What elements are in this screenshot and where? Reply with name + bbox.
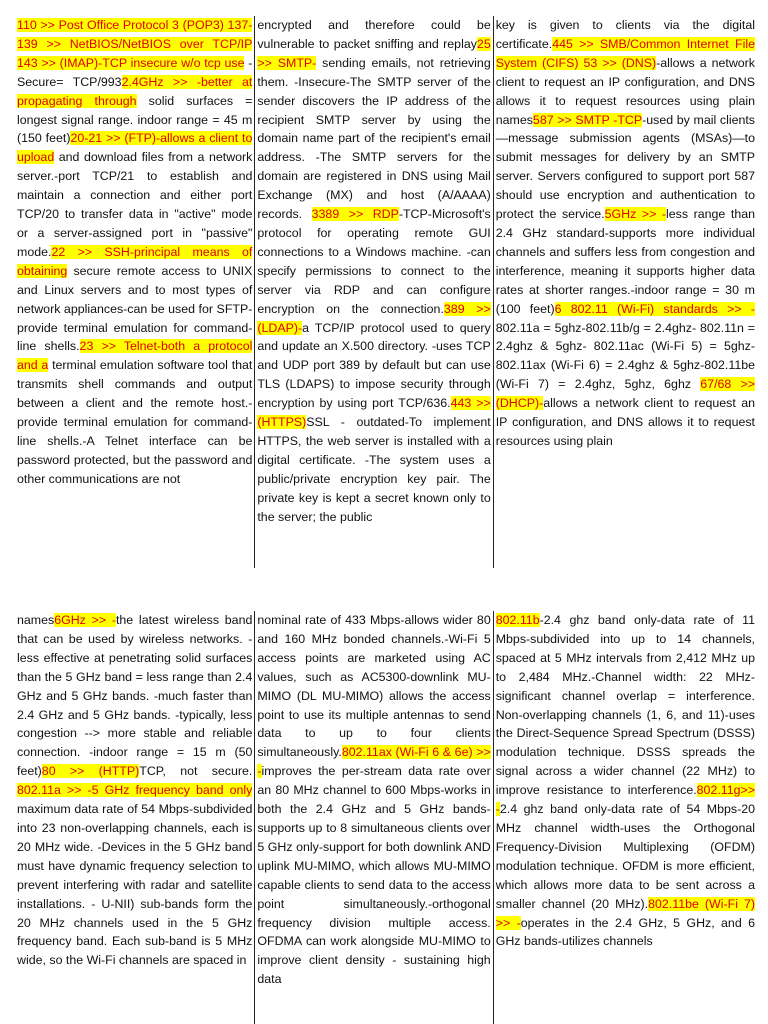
body-text: solid surfaces = longest signal range. indoor range = 45 m (150 feet): [17, 93, 253, 146]
text-column: [255, 611, 492, 1024]
body-text: terminal emulation software tool that transmits shell commands and output between a client and the remote host.-provide terminal emulation for command-line shells.-A Telnet interface can be password protected, but the password and other communications are not: [17, 358, 253, 486]
highlighted-term: 2.4GHz >> -better at propagating through: [17, 74, 253, 108]
highlighted-term: 3389 >> RDP: [311, 207, 399, 222]
highlighted-term: 67/68 >> (DHCP)-: [495, 377, 755, 411]
text-column: [17, 16, 254, 568]
body-text: nominal rate of 433 Mbps-allows wider 80 and 160 MHz bonded channels.-Wi-Fi 5 access points are marketed using AC values, such as AC5300-downlink MU-MIMO (DL MU-MIMO) allows the access point to use its multiple antennas to send data to up to four clients simultaneously.: [257, 613, 491, 760]
highlighted-term: 110 >> Post Office Protocol 3 (POP3) 137-139 >> NetBIOS/NetBIOS over TCP/IP 143 >> (IMAP)-TCP insecure w/o tcp use: [17, 18, 253, 70]
body-text: -used by mail clients—message submission agents (MSAs)—to submit messages for delivery by an SMTP server. Servers configured to support port 587 should use encryption and authentication to protect the service.: [495, 112, 755, 222]
highlighted-term: 587 >> SMTP -TCP: [532, 112, 643, 127]
text-column: [494, 16, 755, 568]
body-text: sending emails, not retrieving them. -Insecure-The SMTP server of the sender discovers the IP address of the recipient SMTP server by using the domain name part of the recipient's email address. -The SMTP servers for the domain are registered in DNS using Mail Exchange (MX) and host (A/AAAA) records.: [257, 55, 491, 222]
body-text: TCP, not secure.: [139, 764, 253, 779]
highlighted-term: 20-21 >> (FTP)-allows a client to upload: [17, 131, 253, 165]
highlighted-term: 22 >> SSH-principal means of obtaining: [17, 244, 253, 278]
body-text: key is given to clients via the digital certificate.: [495, 18, 755, 51]
body-text: SSL - outdated-To implement HTTPS, the web server is installed with a digital certificate. -The system uses a public/private encryption key pair. The private key is kept a secret known only to the server; the public: [257, 415, 491, 524]
body-text: -2.4 ghz band only-data rate of 11 Mbps-subdivided into up to 14 channels, spaced at 5 MHz intervals from 2,412 MHz up to 2,484 MHz.-Channel width: 22 MHz-significant channel overlap = interference. Non-overlapping channels (1, 6, and 11)-uses the Direct-Sequence Spread Spectrum (DSSS) modulation technique. DSSS spreads the signal across a wider channel (22 MHz) to improve resistance to interference.: [495, 613, 755, 798]
body-text: a TCP/IP protocol used to query and update an X.500 directory. -uses TCP and UDP port 389 by default but can use TLS (LDAPS) to impose security through encryption by using port TCP/636.: [257, 320, 491, 411]
body-text: -Secure= TCP/993: [17, 55, 253, 89]
body-text: -allows a network client to request an IP configuration, and DNS allows it to request resources using plain names: [495, 55, 755, 127]
text-column: [17, 611, 254, 1024]
body-text: operates in the 2.4 GHz, 5 GHz, and 6 GHz bands-utilizes channels: [495, 915, 755, 949]
body-text: allows a network client to request an IP configuration, and DNS allows it to request resources using plain: [495, 396, 755, 448]
highlighted-term: 802.11a >> -5 GHz frequency band only: [17, 783, 253, 798]
body-text: less range than 2.4 GHz standard-supports more individual channels and suffers less from congestion and interference, meaning it supports higher data rates at shorter ranges.-indoor range = 30 m (100 feet): [495, 207, 755, 316]
highlighted-term: 25 >> SMTP-: [257, 36, 491, 70]
highlighted-term: 445 >> SMB/Common Internet File System (CIFS) 53 >> (DNS): [495, 36, 755, 70]
highlighted-term: 23 >> Telnet-both a protocol and a: [17, 339, 253, 373]
body-text: 2.4 ghz band only-data rate of 54 Mbps-20 MHz channel width-uses the Orthogonal Frequency-Division Multiplexing (OFDM) modulation technique. OFDM is more efficient, which allows more data to be sent across a smaller channel (20 MHz).: [495, 802, 755, 911]
highlighted-term: 6GHz >> -: [54, 613, 116, 627]
body-text: improves the per-stream data rate over an 80 MHz channel to 600 Mbps-works in both the 2.4 GHz and 5 GHz bands-supports up to 8 simultaneous clients over 5 GHz only-support for both downlink AND uplink MU-MIMO, which allows MU-MIMO capable clients to send data to the access point simultaneously.-orthogonal frequency division multiple access. OFDMA can work alongside MU-MIMO to improve client density - sustaining high data: [257, 764, 491, 987]
highlighted-term: 443 >> (HTTPS): [257, 396, 491, 430]
text-block-top: [17, 16, 755, 568]
highlighted-term: 389 >> (LDAP)-: [257, 301, 491, 335]
highlighted-term: 80 >> (HTTP): [41, 764, 140, 779]
body-text: names: [17, 613, 55, 627]
body-text: -TCP-Microsoft's protocol for operating remote GUI connections to a Windows machine. -can specify permissions to connect to the server via RDP and can configure encryption on the connection.: [257, 207, 491, 316]
text-column: [494, 611, 755, 1024]
body-text: the latest wireless band that can be used by wireless networks. -less effective at penetrating solid surfaces than the 5 GHz band = less range than 2.4 GHz and 5 GHz bands. -much faster than 2.4 GHz and 5 GHz bands. -typically, less congestion --> more stable and reliable connection. -indoor range = 15 m (50 feet): [17, 613, 253, 779]
body-text: and download files from a network server.-port TCP/21 to establish and maintain a connection and either port TCP/20 to transfer data in "active" mode or a server-assigned port in "passive" mode.: [17, 150, 253, 259]
highlighted-term: 6 802.11 (Wi-Fi) standards >> -: [554, 301, 755, 316]
highlighted-term: 802.11g>> -: [495, 783, 755, 817]
highlighted-term: 802.11b: [495, 613, 540, 627]
body-text: 802.11a = 5ghz-802.11b/g = 2.4ghz- 802.11n = 2.4ghz & 5ghz- 802.11ac (Wi-Fi 5) = 5ghz-802.11ax (Wi-Fi 6) = 2.4ghz & 5ghz-802.11be (Wi-Fi 7) = 2.4ghz, 5ghz, 6ghz: [495, 320, 755, 392]
highlighted-term: 5GHz >> -: [604, 207, 667, 222]
highlighted-term: 802.11ax (Wi-Fi 6 & 6e) >> -: [257, 745, 491, 779]
body-text: maximum data rate of 54 Mbps-subdivided into 23 non-overlapping channels, each is 20 MHz wide. -Devices in the 5 GHz band must have dynamic frequency selection to prevent interfering with radar and satellite installations. - U-NII) sub-bands form the 20 MHz channels used in the 5 GHz frequency band. Each sub-band is 5 MHz wide, so the Wi-Fi channels are spaced in: [17, 802, 253, 968]
body-text: encrypted and therefore could be vulnerable to packet sniffing and replay: [257, 18, 491, 51]
text-block-bottom: [17, 611, 755, 1024]
text-column: [255, 16, 492, 568]
body-text: secure remote access to UNIX and Linux servers and to most types of network appliances-can be used for SFTP-provide terminal emulation for command-line shells.: [17, 263, 253, 354]
highlighted-term: 802.11be (Wi-Fi 7) >> -: [495, 896, 755, 930]
